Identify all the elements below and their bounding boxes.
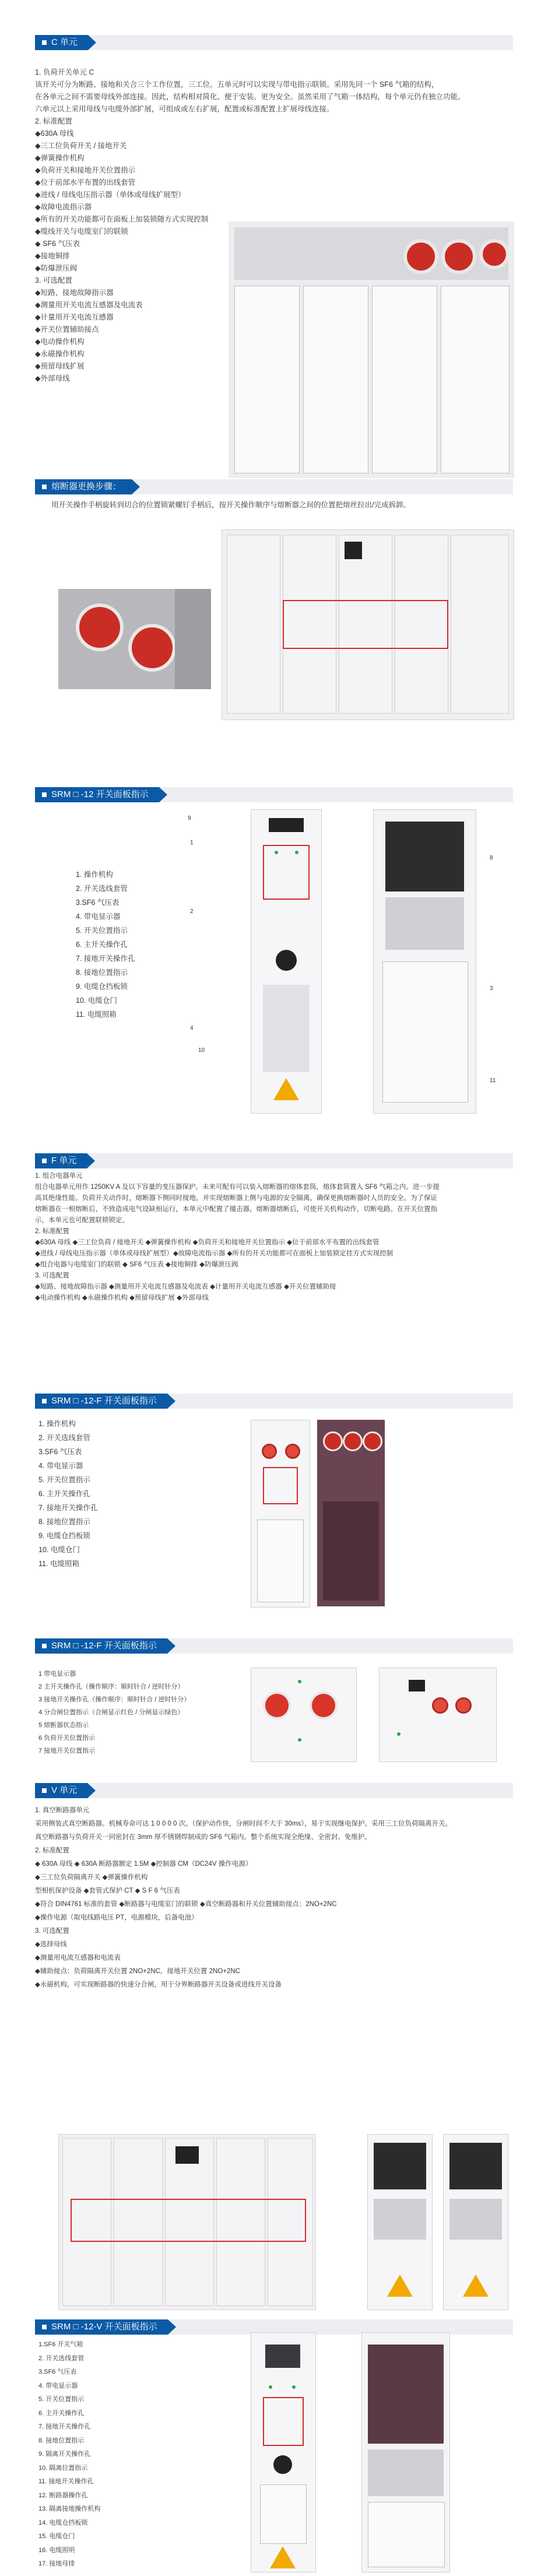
srm12v-interior-image [361,2332,450,2573]
srm12-panel-image [251,809,322,1114]
warning-triangle-icon [273,1078,299,1100]
fuse-ring-icon [76,603,124,651]
switch-hole-icon [263,1691,291,1719]
srm12v-legend: 1.SF6 开关气箱 2. 开关选线套管 3.SF6 气压表 4. 带电显示器 5. 开关位置指示 6. 主开关操作孔 7. 接地开关操作孔 8. 接地位置指示 9. 隔离开关操作孔 10. 隔离位置指示 11. 接地开关操作孔 12. 断路器操作孔 13. 隔离接地操作机构 14. 电缆仓挡板锁 15. 电缆仓门 16. 电缆照明 17. 接地母排 [38,2341,101,2567]
display-meter [345,542,362,559]
srm12-interior-image [373,809,476,1114]
warning-triangle-icon [270,2546,296,2568]
callout-3: 3 [490,985,493,992]
square-icon [42,792,47,797]
fuse-switchgear-image [222,529,514,720]
operation-hole-icon [273,2455,292,2474]
switch-hole-icon [310,1691,338,1719]
section-tab-c: C 单元 [35,35,88,50]
section-tab-srm12f2: SRM □ -12-F 开关面板指示 [35,1638,167,1654]
srm12f2-indicator-image [379,1668,497,1762]
callout-11: 11 [490,1078,496,1084]
fuse-ring-icon [128,624,176,672]
srm12f2-legend: 1 带电显示器 2 主开关操作孔（操作顺序：顺时针合 / 逆时针分） 3 接地开关操作孔（操作顺序：顺时针合 / 逆时针分） 4 分合闸位置指示（合闸显示红色 / 分闸显示绿色） 5 熔断器状态指示 6 负荷开关位置指示 7 接地开关位置指示 [38,1670,191,1754]
section-header-v [35,1783,513,1798]
switch-knob-icon [285,1444,300,1459]
v-unit-switchgear-image [58,2134,316,2310]
section-tab-srm12: SRM □ -12 开关面板指示 [35,787,159,802]
cabinet-compartment [234,286,300,473]
switch-knob-icon [262,1444,277,1459]
square-icon [42,2325,47,2329]
mimic-line [283,600,448,649]
square-icon [42,1159,47,1163]
cabinet-compartment [372,286,437,473]
c-unit-cabinet-image [229,222,514,478]
c-unit-text: 1. 负荷开关单元 C 该开关可分为断路、接地和关合三个工作位置，三工位。五单元时可以实现与带电指示联锁。采用先同一个 SF6 气箱的结构， 在各单元之间不需要母线外部连接。因此，结构相对简化、便于安装。更为安全。虽然采用了气箱一体结构，每个单元仍有独立功能。 六单元以上采用母线与电缆外部扩展，可组成或左右扩展，配置或标准配置上扩展母线连接。 2. 标准配置 ◆630A 母线 ◆三工位负荷开关 / 接地开关 ◆弹簧操作机构 ◆负荷开关和接地开关位置指示 ◆位于前部水平布置的出线套管 ◆进线 / 母线电压指示器（单体或母线扩展型） ◆故障电流指示器 ◆所有的开关功能都可在面板上加装锁随方式实现控制 ◆缆线开关与电缆室门的联锁 ◆ SF6 气压表 ◆接地铜排 ◆防爆泄压阀 3. 可选配置 ◆短路、接地故障指示器 ◆测量用开关电流互感器及电流表 ◆计量用开关电流互感器 ◆开关位置辅助接点 ◆电动操作机构 ◆永磁操作机构 ◆预留母线扩展 ◆外部母线 [35,68,465,382]
v-unit-text: 1. 真空断路器单元 采用侧装式真空断路器。机械寿命可达 1 0 0 0 0 次。（保护动作快，分闸时间不大于 30ms），易于实现继电保护。采用三工位负荷隔离开关。 真空断路器与负荷开关一同密封在 3mm 厚不锈钢焊制成的 SF6 气箱内。整个系统实现全绝缘、全密封、免维护。 2. 标准配置 ◆ 630A 母线 ◆ 630A 断路器额定 1.5M ◆控制器 CM（DC24V 操作电源） ◆三工位负荷隔离开关 ◆弹簧操作机构 型相机保护设备 ◆套管式保护 CT ◆ S F 6 气压表 ◆符合 DIN4761 标准的套管 ◆断路器与电缆室门的联锁 ◆真空断路器和开关位置辅助接点：2NO+2NC ◆操作电源（取电线路电压 PT，电源模块，后备电池） 3. 可选配置 ◆选择母线 ◆测量用电流互感器和电流表 ◆辅助接点：负荷隔离开关位置 2NO+2NC，接地开关位置 2NO+2NC ◆永磁机构，可实现断路器的快速分合闸，用于分界断路器开关设备或进线开关设备 [35,1807,452,1988]
section-tab-fuse: 熔断器更换步骤： [35,479,132,494]
section-tab-srm12f: SRM □ -12-F 开关面板指示 [35,1394,167,1409]
section-header-srm12f2 [35,1638,513,1654]
section-tab-f: F 单元 [35,1153,87,1168]
srm12-legend: 1. 操作机构 2. 开关选线套管 3.SF6 气压表 4. 带电显示器 5. 开关位置指示 6. 主开关操作孔 7. 接地开关操作孔 8. 接地位置指示 9. 电缆仓挡板锁 10. 电缆仓门 11. 电缆照箱 [76,871,135,1019]
callout-8: 8 [490,855,493,861]
srm12f-legend: 1. 操作机构 2. 开关选线套管 3.SF6 气压表 4. 带电显示器 5. 开关位置指示 6. 主开关操作孔 7. 接地开关操作孔 8. 接地位置指示 9. 电缆仓挡板锁 10. 电缆仓门 11. 电缆照箱 [38,1420,98,1568]
section-header-srm12 [35,787,513,802]
warning-triangle-icon [387,2275,413,2297]
f-unit-text: 1. 组合电器单元 组合电器单元用作 1250KV A 及以下容量的变压器保护。未来可配有可以装入熔断器的熔体套筒，熔体套筒置入 SF6 气箱之内。进一步提 高其绝缘性能。负荷开关动作时，熔断器下侧同时接地，并实现熔断器上侧与电源的安全隔离，确保更换熔断器时人员的安全。为了保证 熔断器在一相熔断后，不致造成电气设缺相运行，本单元中配置了撞击器，熔断器熔断后，可使开关机构动作，切断电路。在开关位置指 示，本单元也可配置联锁锁定。 2. 标准配置 ◆630A 母线 ◆三工位负荷 / 接地开关 ◆弹簧操作机构 ◆负荷开关和接地开关位置指示 ◆位于前部水平布置的出线套管 ◆进线 / 母线电压指示器（单体或母线扩展型）◆故障电流指示器 ◆所有的开关功能都可在面板上加装锁定挂方式实现控制 ◆组合电器与电缆室门的联锁 ◆ SF6 气压表 ◆接地铜排 ◆防爆泄压阀 3. 可选配置 ◆短路、接地故障指示器 ◆测量用开关电流互感器及电流表 ◆计量用开关电流互感器 ◆开关位置辅助接 ◆电动操作机构 ◆永磁操作机构 ◆预留母线扩展 ◆外部母线 [35,1173,440,1301]
bushing-ring-icon [441,239,476,274]
section-tab-v: V 单元 [35,1783,87,1798]
fuse-text: 用开关操作手柄旋转到切合的位置锁紧螺钉手柄后，按开关操作顺序与熔断器之间的位置把熔丝拉出/完成拆卸。 [51,501,410,509]
section-header-fuse [35,479,513,494]
square-icon [42,1788,47,1793]
square-icon [42,485,47,489]
section-header-srm12f [35,1394,513,1409]
warning-triangle-icon [463,2275,489,2297]
square-icon [42,40,47,45]
srm12f-panel-image [251,1420,310,1608]
srm12f-interior-image [317,1420,385,1606]
square-icon [42,1644,47,1648]
srm12v-panel-image [251,2332,316,2573]
callout-9: 9 [188,815,191,822]
v-unit-interior-left-image [367,2134,433,2310]
display-meter [175,2146,199,2164]
operation-hole-icon [276,950,297,971]
section-header-f [35,1153,513,1168]
v-unit-interior-right-image [443,2134,508,2310]
callout-2: 2 [190,908,194,915]
callout-10: 10 [198,1047,205,1054]
mimic-line [71,2199,306,2242]
bushing-ring-icon [479,239,510,269]
fuse-closeup-image [58,589,211,689]
callout-1: 1 [190,840,194,846]
callout-4: 4 [190,1025,194,1031]
section-header-c [35,35,513,50]
bushing-ring-icon [403,239,438,274]
section-tab-srm12v: SRM □ -12-V 开关面板指示 [35,2319,168,2335]
square-icon [42,1399,47,1403]
srm12f2-panel-image [251,1668,357,1762]
cabinet-compartment [441,286,510,473]
cabinet-compartment [303,286,368,473]
